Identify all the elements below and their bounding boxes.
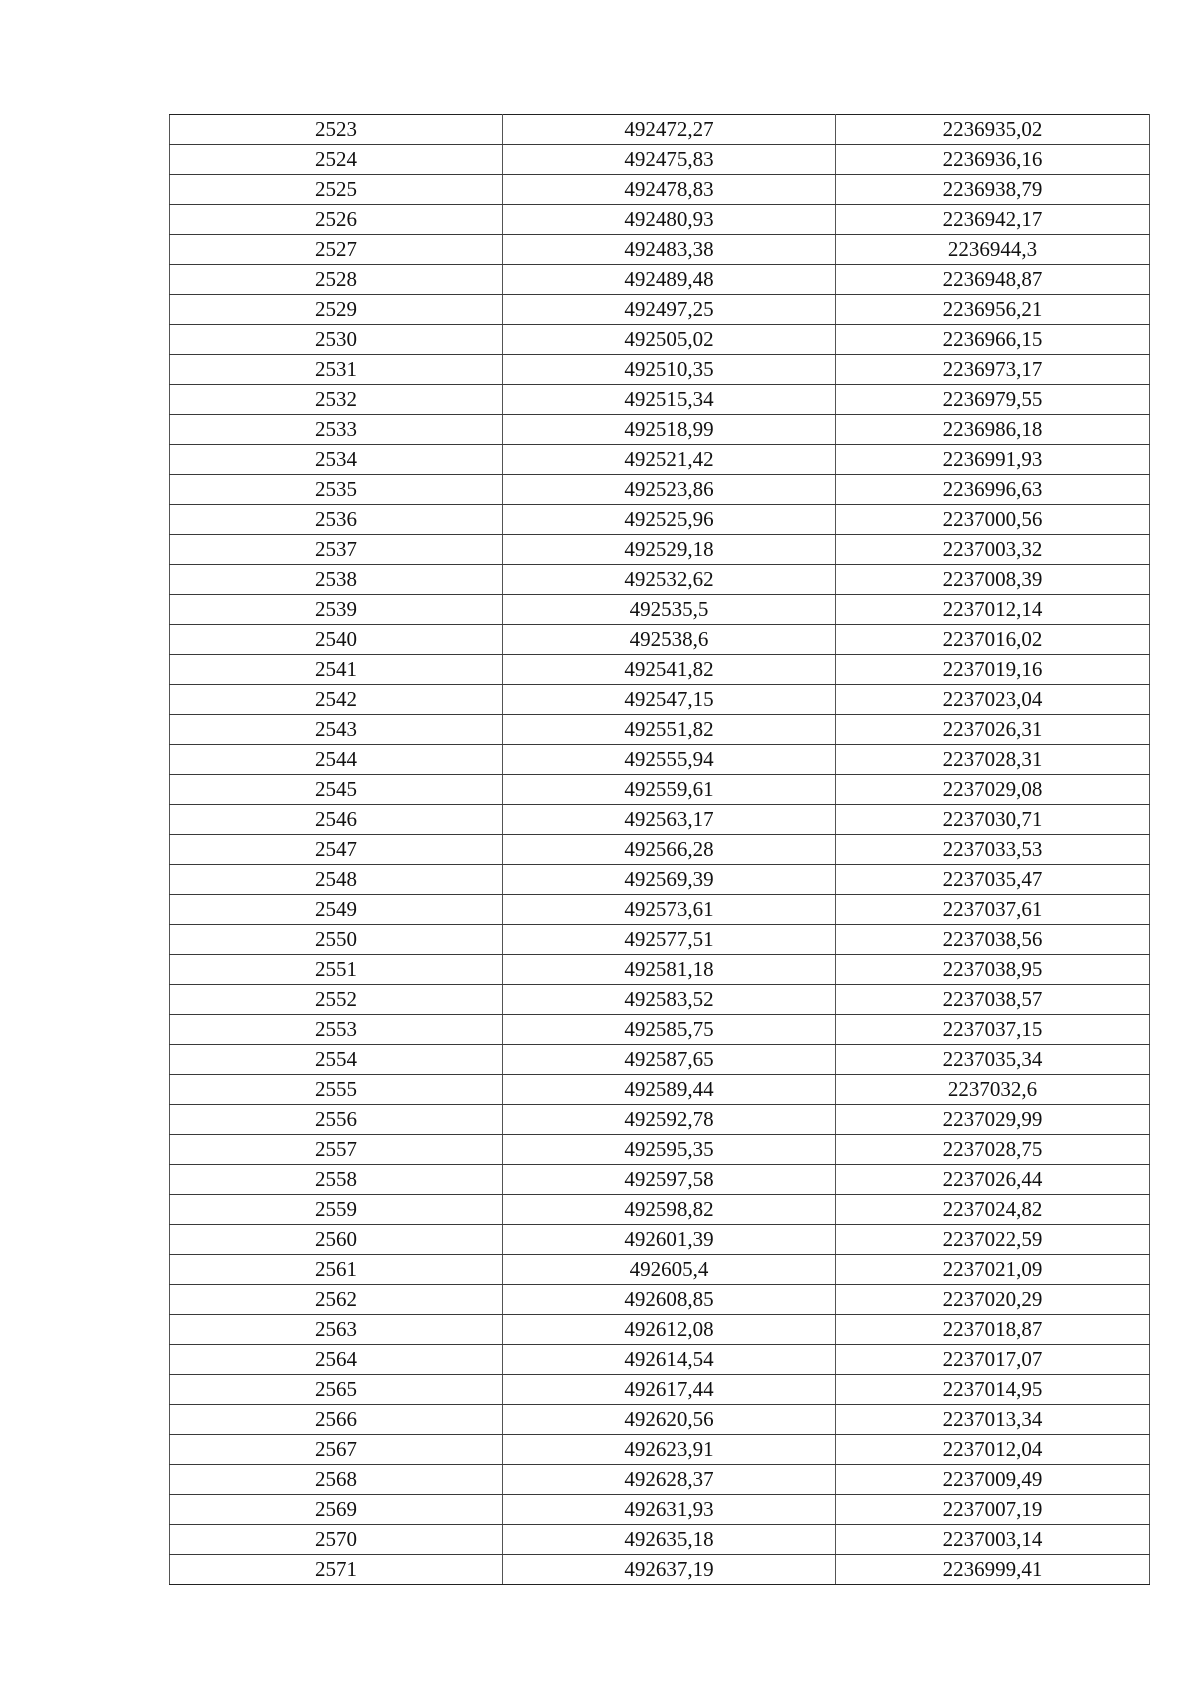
y-coordinate-cell: 2236996,63	[836, 475, 1150, 505]
x-coordinate-cell: 492620,56	[503, 1405, 836, 1435]
y-coordinate-cell: 2237028,75	[836, 1135, 1150, 1165]
table-row	[170, 805, 1150, 835]
table-row	[170, 745, 1150, 775]
point-number-cell: 2526	[170, 205, 503, 235]
table-row	[170, 1525, 1150, 1555]
point-number-cell: 2532	[170, 385, 503, 415]
x-coordinate-cell: 492518,99	[503, 415, 836, 445]
table-row	[170, 175, 1150, 205]
y-coordinate-cell: 2237038,57	[836, 985, 1150, 1015]
x-coordinate-cell: 492478,83	[503, 175, 836, 205]
table-row	[170, 115, 1150, 145]
y-coordinate-cell: 2237029,99	[836, 1105, 1150, 1135]
x-coordinate-cell: 492623,91	[503, 1435, 836, 1465]
point-number-cell: 2567	[170, 1435, 503, 1465]
point-number-cell: 2568	[170, 1465, 503, 1495]
table-row	[170, 1195, 1150, 1225]
x-coordinate-cell: 492637,19	[503, 1555, 836, 1585]
point-number-cell: 2539	[170, 595, 503, 625]
y-coordinate-cell: 2237038,95	[836, 955, 1150, 985]
point-number-cell: 2537	[170, 535, 503, 565]
table-row	[170, 1315, 1150, 1345]
table-row	[170, 895, 1150, 925]
y-coordinate-cell: 2237012,04	[836, 1435, 1150, 1465]
table-row	[170, 985, 1150, 1015]
point-number-cell: 2533	[170, 415, 503, 445]
x-coordinate-cell: 492577,51	[503, 925, 836, 955]
y-coordinate-cell: 2237032,6	[836, 1075, 1150, 1105]
y-coordinate-cell: 2237020,29	[836, 1285, 1150, 1315]
y-coordinate-cell: 2237023,04	[836, 685, 1150, 715]
x-coordinate-cell: 492547,15	[503, 685, 836, 715]
point-number-cell: 2564	[170, 1345, 503, 1375]
table-row	[170, 1375, 1150, 1405]
x-coordinate-cell: 492483,38	[503, 235, 836, 265]
y-coordinate-cell: 2237008,39	[836, 565, 1150, 595]
x-coordinate-cell: 492592,78	[503, 1105, 836, 1135]
table-row	[170, 325, 1150, 355]
y-coordinate-cell: 2237021,09	[836, 1255, 1150, 1285]
point-number-cell: 2546	[170, 805, 503, 835]
x-coordinate-cell: 492532,62	[503, 565, 836, 595]
x-coordinate-cell: 492538,6	[503, 625, 836, 655]
y-coordinate-cell: 2237030,71	[836, 805, 1150, 835]
point-number-cell: 2543	[170, 715, 503, 745]
y-coordinate-cell: 2237017,07	[836, 1345, 1150, 1375]
point-number-cell: 2557	[170, 1135, 503, 1165]
table-row	[170, 235, 1150, 265]
y-coordinate-cell: 2237033,53	[836, 835, 1150, 865]
x-coordinate-cell: 492505,02	[503, 325, 836, 355]
x-coordinate-cell: 492489,48	[503, 265, 836, 295]
y-coordinate-cell: 2237003,32	[836, 535, 1150, 565]
x-coordinate-cell: 492595,35	[503, 1135, 836, 1165]
x-coordinate-cell: 492566,28	[503, 835, 836, 865]
x-coordinate-cell: 492521,42	[503, 445, 836, 475]
y-coordinate-cell: 2237018,87	[836, 1315, 1150, 1345]
y-coordinate-cell: 2237038,56	[836, 925, 1150, 955]
point-number-cell: 2563	[170, 1315, 503, 1345]
y-coordinate-cell: 2236986,18	[836, 415, 1150, 445]
table-row	[170, 1045, 1150, 1075]
point-number-cell: 2551	[170, 955, 503, 985]
x-coordinate-cell: 492589,44	[503, 1075, 836, 1105]
table-row	[170, 1165, 1150, 1195]
y-coordinate-cell: 2236999,41	[836, 1555, 1150, 1585]
x-coordinate-cell: 492563,17	[503, 805, 836, 835]
table-row	[170, 685, 1150, 715]
y-coordinate-cell: 2236991,93	[836, 445, 1150, 475]
table-row	[170, 1255, 1150, 1285]
y-coordinate-cell: 2236966,15	[836, 325, 1150, 355]
point-number-cell: 2528	[170, 265, 503, 295]
table-row	[170, 1465, 1150, 1495]
table-row	[170, 1075, 1150, 1105]
x-coordinate-cell: 492617,44	[503, 1375, 836, 1405]
point-number-cell: 2547	[170, 835, 503, 865]
x-coordinate-cell: 492573,61	[503, 895, 836, 925]
table-row	[170, 385, 1150, 415]
x-coordinate-cell: 492612,08	[503, 1315, 836, 1345]
table-row	[170, 1495, 1150, 1525]
x-coordinate-cell: 492497,25	[503, 295, 836, 325]
y-coordinate-cell: 2237026,31	[836, 715, 1150, 745]
y-coordinate-cell: 2236944,3	[836, 235, 1150, 265]
y-coordinate-cell: 2237024,82	[836, 1195, 1150, 1225]
x-coordinate-cell: 492555,94	[503, 745, 836, 775]
point-number-cell: 2559	[170, 1195, 503, 1225]
point-number-cell: 2544	[170, 745, 503, 775]
table-row	[170, 505, 1150, 535]
table-row	[170, 1555, 1150, 1585]
x-coordinate-cell: 492614,54	[503, 1345, 836, 1375]
y-coordinate-cell: 2237028,31	[836, 745, 1150, 775]
x-coordinate-cell: 492583,52	[503, 985, 836, 1015]
point-number-cell: 2552	[170, 985, 503, 1015]
y-coordinate-cell: 2236938,79	[836, 175, 1150, 205]
point-number-cell: 2538	[170, 565, 503, 595]
table-row	[170, 445, 1150, 475]
point-number-cell: 2542	[170, 685, 503, 715]
table-row	[170, 625, 1150, 655]
y-coordinate-cell: 2237035,34	[836, 1045, 1150, 1075]
y-coordinate-cell: 2237012,14	[836, 595, 1150, 625]
x-coordinate-cell: 492569,39	[503, 865, 836, 895]
y-coordinate-cell: 2236942,17	[836, 205, 1150, 235]
y-coordinate-cell: 2237016,02	[836, 625, 1150, 655]
y-coordinate-cell: 2237029,08	[836, 775, 1150, 805]
point-number-cell: 2562	[170, 1285, 503, 1315]
table-row	[170, 565, 1150, 595]
table-row	[170, 1285, 1150, 1315]
y-coordinate-cell: 2236948,87	[836, 265, 1150, 295]
y-coordinate-cell: 2236979,55	[836, 385, 1150, 415]
point-number-cell: 2540	[170, 625, 503, 655]
table-row	[170, 1105, 1150, 1135]
x-coordinate-cell: 492598,82	[503, 1195, 836, 1225]
point-number-cell: 2541	[170, 655, 503, 685]
y-coordinate-cell: 2237037,15	[836, 1015, 1150, 1045]
point-number-cell: 2561	[170, 1255, 503, 1285]
point-number-cell: 2523	[170, 115, 503, 145]
table-row	[170, 1345, 1150, 1375]
table-row	[170, 1135, 1150, 1165]
x-coordinate-cell: 492631,93	[503, 1495, 836, 1525]
table-row	[170, 595, 1150, 625]
x-coordinate-cell: 492510,35	[503, 355, 836, 385]
point-number-cell: 2570	[170, 1525, 503, 1555]
x-coordinate-cell: 492601,39	[503, 1225, 836, 1255]
x-coordinate-cell: 492480,93	[503, 205, 836, 235]
point-number-cell: 2560	[170, 1225, 503, 1255]
point-number-cell: 2571	[170, 1555, 503, 1585]
y-coordinate-cell: 2237003,14	[836, 1525, 1150, 1555]
point-number-cell: 2569	[170, 1495, 503, 1525]
table-row	[170, 205, 1150, 235]
point-number-cell: 2535	[170, 475, 503, 505]
x-coordinate-cell: 492475,83	[503, 145, 836, 175]
y-coordinate-cell: 2237037,61	[836, 895, 1150, 925]
table-row	[170, 1405, 1150, 1435]
x-coordinate-cell: 492515,34	[503, 385, 836, 415]
y-coordinate-cell: 2236973,17	[836, 355, 1150, 385]
point-number-cell: 2525	[170, 175, 503, 205]
x-coordinate-cell: 492525,96	[503, 505, 836, 535]
point-number-cell: 2549	[170, 895, 503, 925]
point-number-cell: 2530	[170, 325, 503, 355]
point-number-cell: 2555	[170, 1075, 503, 1105]
point-number-cell: 2550	[170, 925, 503, 955]
y-coordinate-cell: 2236956,21	[836, 295, 1150, 325]
table-row	[170, 535, 1150, 565]
table-row	[170, 415, 1150, 445]
y-coordinate-cell: 2237009,49	[836, 1465, 1150, 1495]
x-coordinate-cell: 492535,5	[503, 595, 836, 625]
point-number-cell: 2534	[170, 445, 503, 475]
x-coordinate-cell: 492635,18	[503, 1525, 836, 1555]
table-row	[170, 145, 1150, 175]
point-number-cell: 2545	[170, 775, 503, 805]
coordinates-table-body	[170, 115, 1150, 1585]
x-coordinate-cell: 492529,18	[503, 535, 836, 565]
table-row	[170, 1225, 1150, 1255]
x-coordinate-cell: 492551,82	[503, 715, 836, 745]
y-coordinate-cell: 2237035,47	[836, 865, 1150, 895]
point-number-cell: 2565	[170, 1375, 503, 1405]
table-row	[170, 355, 1150, 385]
table-row	[170, 655, 1150, 685]
table-row	[170, 295, 1150, 325]
point-number-cell: 2556	[170, 1105, 503, 1135]
point-number-cell: 2531	[170, 355, 503, 385]
table-row	[170, 1015, 1150, 1045]
x-coordinate-cell: 492597,58	[503, 1165, 836, 1195]
x-coordinate-cell: 492559,61	[503, 775, 836, 805]
point-number-cell: 2536	[170, 505, 503, 535]
y-coordinate-cell: 2236935,02	[836, 115, 1150, 145]
x-coordinate-cell: 492587,65	[503, 1045, 836, 1075]
table-row	[170, 835, 1150, 865]
x-coordinate-cell: 492581,18	[503, 955, 836, 985]
y-coordinate-cell: 2236936,16	[836, 145, 1150, 175]
table-row	[170, 475, 1150, 505]
coordinates-table	[169, 114, 1150, 1585]
y-coordinate-cell: 2237007,19	[836, 1495, 1150, 1525]
point-number-cell: 2566	[170, 1405, 503, 1435]
point-number-cell: 2554	[170, 1045, 503, 1075]
table-row	[170, 865, 1150, 895]
point-number-cell: 2529	[170, 295, 503, 325]
x-coordinate-cell: 492541,82	[503, 655, 836, 685]
y-coordinate-cell: 2237022,59	[836, 1225, 1150, 1255]
table-row	[170, 775, 1150, 805]
y-coordinate-cell: 2237014,95	[836, 1375, 1150, 1405]
point-number-cell: 2524	[170, 145, 503, 175]
x-coordinate-cell: 492608,85	[503, 1285, 836, 1315]
table-row	[170, 1435, 1150, 1465]
table-row	[170, 955, 1150, 985]
x-coordinate-cell: 492472,27	[503, 115, 836, 145]
x-coordinate-cell: 492585,75	[503, 1015, 836, 1045]
table-row	[170, 265, 1150, 295]
y-coordinate-cell: 2237026,44	[836, 1165, 1150, 1195]
point-number-cell: 2558	[170, 1165, 503, 1195]
x-coordinate-cell: 492605,4	[503, 1255, 836, 1285]
y-coordinate-cell: 2237000,56	[836, 505, 1150, 535]
point-number-cell: 2553	[170, 1015, 503, 1045]
x-coordinate-cell: 492628,37	[503, 1465, 836, 1495]
y-coordinate-cell: 2237019,16	[836, 655, 1150, 685]
point-number-cell: 2548	[170, 865, 503, 895]
point-number-cell: 2527	[170, 235, 503, 265]
table-row	[170, 925, 1150, 955]
x-coordinate-cell: 492523,86	[503, 475, 836, 505]
table-row	[170, 715, 1150, 745]
y-coordinate-cell: 2237013,34	[836, 1405, 1150, 1435]
